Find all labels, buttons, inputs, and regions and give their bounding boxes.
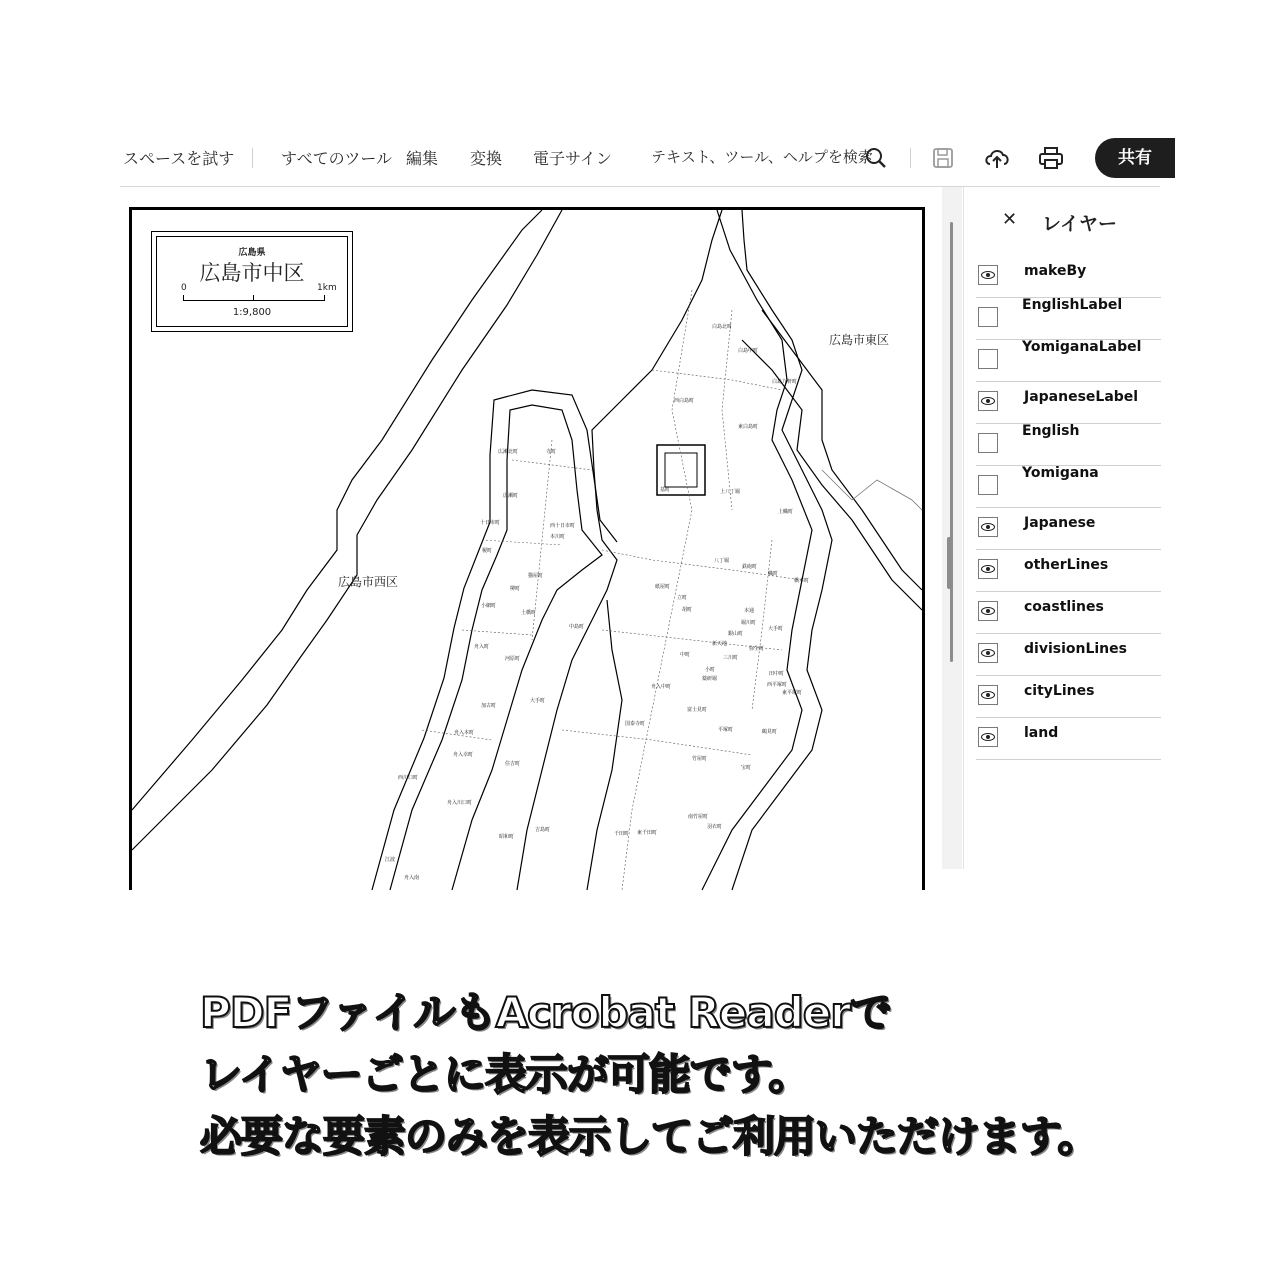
town-label: 小網町	[481, 603, 497, 609]
map-page	[129, 207, 925, 890]
town-label: 平塚町	[718, 727, 734, 733]
try-spaces-button[interactable]: スペースを試す	[123, 149, 235, 168]
town-label: 薬研堀	[702, 676, 718, 682]
search-icon[interactable]	[862, 144, 890, 172]
town-label: 八丁堀	[714, 558, 730, 564]
upload-cloud-icon[interactable]	[983, 144, 1011, 172]
toolbar-divider	[252, 148, 253, 168]
eye-icon[interactable]	[978, 391, 998, 411]
checkbox-empty-icon[interactable]	[978, 349, 998, 369]
town-label: 舟入町	[474, 644, 490, 650]
town-label: 舟入本町	[454, 730, 475, 736]
save-icon[interactable]	[929, 144, 957, 172]
layer-row[interactable]	[976, 633, 1161, 676]
town-label: 東千田町	[637, 830, 658, 836]
town-label: 本通	[744, 608, 755, 614]
town-label: 南竹屋町	[688, 814, 709, 820]
layer-name: otherLines	[1024, 557, 1109, 573]
layer-name: coastlines	[1024, 599, 1104, 615]
toolbar-divider	[910, 148, 911, 168]
town-label: 上幟町	[778, 509, 794, 515]
town-label: 十日市町	[480, 520, 501, 526]
eye-icon[interactable]	[978, 685, 998, 705]
town-label: 河原町	[505, 656, 521, 662]
layer-name: JapaneseLabel	[1024, 389, 1139, 405]
layer-name: YomiganaLabel	[1022, 339, 1142, 355]
town-label: 東平塚町	[782, 690, 803, 696]
all-tools-menu[interactable]: すべてのツール	[281, 149, 393, 168]
ward-label-east: 広島市東区	[829, 333, 890, 347]
layer-name: Japanese	[1024, 515, 1096, 531]
town-label: 西川口町	[398, 775, 419, 781]
eye-icon[interactable]	[978, 643, 998, 663]
town-label: 橋本町	[794, 578, 810, 584]
town-label: 本川町	[550, 534, 566, 540]
layer-name: cityLines	[1024, 683, 1095, 699]
convert-menu[interactable]: 変換	[470, 149, 503, 168]
layer-name: English	[1022, 423, 1080, 439]
town-label: 江波	[385, 857, 396, 863]
town-label: 舟入川口町	[447, 800, 473, 806]
checkbox-empty-icon[interactable]	[978, 433, 998, 453]
town-label: 富士見町	[687, 707, 708, 713]
town-label: 加古町	[481, 703, 497, 709]
map-title-box	[151, 231, 353, 332]
town-label: 小町	[705, 667, 716, 673]
eye-icon[interactable]	[978, 601, 998, 621]
town-label: 中町	[680, 652, 691, 658]
print-icon[interactable]	[1037, 144, 1065, 172]
town-label: 大手町	[768, 626, 784, 632]
scale-km-label: 1km	[317, 283, 337, 293]
vertical-scrollbar[interactable]	[942, 187, 962, 869]
town-label: 土橋町	[521, 610, 537, 616]
scale-bar	[183, 300, 325, 301]
share-button[interactable]: 共有	[1095, 138, 1175, 178]
layer-row[interactable]	[976, 465, 1161, 508]
layer-name: Yomigana	[1022, 465, 1099, 481]
town-label: 堺町	[510, 586, 521, 592]
layer-name: makeBy	[1024, 263, 1087, 279]
town-label: 上八丁堀	[720, 489, 741, 495]
town-label: 鉄砲町	[742, 564, 758, 570]
town-label: 西平塚町	[767, 682, 788, 688]
esign-menu[interactable]: 電子サイン	[533, 149, 612, 168]
town-label: 幟町	[768, 571, 779, 577]
town-label: 寺町	[546, 449, 557, 455]
layers-panel	[963, 187, 1161, 869]
town-label: 羽衣町	[707, 824, 723, 830]
town-label: 銀山町	[728, 631, 744, 637]
town-label: 白島中町	[738, 348, 759, 354]
layer-row[interactable]	[976, 675, 1161, 718]
town-label: 千田町	[614, 831, 630, 837]
town-label: 胡町	[682, 607, 693, 613]
layer-name: divisionLines	[1024, 641, 1127, 657]
town-label: 住吉町	[505, 761, 521, 767]
document-view[interactable]	[120, 187, 942, 881]
town-label: 田中町	[769, 671, 785, 677]
town-label: 宝町	[741, 765, 752, 771]
town-label: 国泰寺町	[625, 721, 646, 727]
close-icon[interactable]: ✕	[1002, 209, 1018, 230]
layer-row[interactable]	[976, 297, 1161, 340]
town-label: 弥生町	[749, 646, 765, 652]
town-label: 西十日市町	[550, 523, 576, 529]
eye-icon[interactable]	[978, 517, 998, 537]
eye-icon[interactable]	[978, 265, 998, 285]
checkbox-empty-icon[interactable]	[978, 307, 998, 327]
layer-row[interactable]	[976, 591, 1161, 634]
town-label: 竹屋町	[692, 756, 708, 762]
layer-name: EnglishLabel	[1022, 297, 1123, 313]
town-label: 東白島町	[738, 424, 759, 430]
town-label: 舟入幸町	[453, 752, 474, 758]
caption-line-2: レイヤーごとに表示が可能です。	[200, 1050, 810, 1099]
toolbar	[120, 130, 1160, 187]
town-label: 舟入中町	[651, 684, 672, 690]
eye-icon[interactable]	[978, 727, 998, 747]
scrollbar-position-marker	[947, 537, 951, 589]
scrollbar-thumb[interactable]	[950, 222, 953, 662]
town-label: 広瀬町	[503, 493, 519, 499]
town-label: 立町	[677, 595, 688, 601]
town-label: 堀川町	[741, 620, 757, 626]
town-label: 西白島町	[674, 398, 695, 404]
layer-row[interactable]	[976, 255, 1161, 298]
layer-row[interactable]	[976, 507, 1161, 550]
layer-row[interactable]	[976, 423, 1161, 466]
town-label: 吉島町	[535, 827, 551, 833]
layer-name: land	[1024, 725, 1059, 741]
town-label: 昭和町	[499, 834, 515, 840]
town-label: 舟入南	[404, 875, 420, 881]
town-label: 中島町	[569, 624, 585, 630]
city-title: 広島市中区	[199, 261, 305, 285]
town-label: 榎町	[482, 548, 493, 554]
town-label: 白島九軒町	[772, 379, 798, 385]
scale-zero-label: 0	[181, 283, 187, 293]
town-label: 鶴見町	[762, 729, 778, 735]
town-label: 広瀬北町	[498, 449, 519, 455]
caption-line-3: 必要な要素のみを表示してご利用いただけます。	[200, 1112, 1099, 1161]
ward-label-west: 広島市西区	[338, 575, 399, 589]
prefecture-label: 広島県	[238, 248, 266, 258]
town-label: 白島北町	[712, 324, 733, 330]
town-label: 三川町	[723, 655, 739, 661]
town-label: 猫屋町	[528, 573, 544, 579]
search-field[interactable]: テキスト、ツール、ヘルプを検索	[651, 148, 873, 166]
layer-row[interactable]	[976, 381, 1161, 424]
edit-menu[interactable]: 編集	[406, 149, 439, 168]
town-label: 基町	[660, 487, 671, 493]
caption-line-1: PDFファイルもAcrobat Readerで	[200, 988, 892, 1037]
town-label: 大手町	[530, 698, 546, 704]
layer-row[interactable]	[976, 339, 1161, 382]
promo-caption	[200, 982, 1200, 1168]
scale-ratio: 1:9,800	[232, 307, 272, 318]
layer-row[interactable]	[976, 549, 1161, 592]
eye-icon[interactable]	[978, 559, 998, 579]
town-label: 新天地	[712, 641, 728, 647]
layers-panel-title: レイヤー	[1042, 213, 1118, 235]
checkbox-empty-icon[interactable]	[978, 475, 998, 495]
layer-row[interactable]	[976, 717, 1161, 760]
town-label: 紙屋町	[655, 584, 671, 590]
